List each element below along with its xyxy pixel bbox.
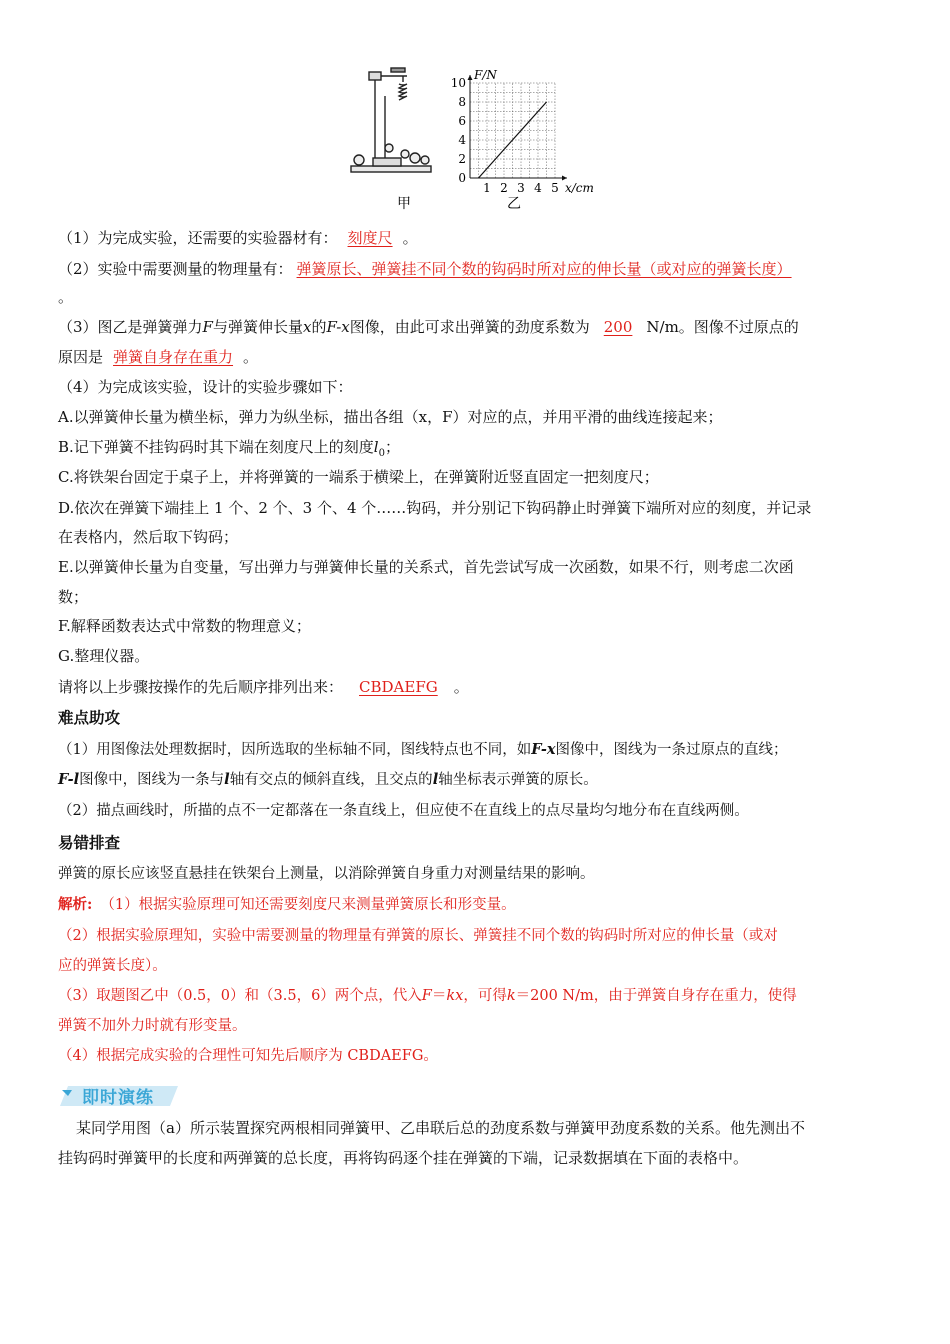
x-tick-label: 5 (551, 181, 559, 195)
difficulty-p2 (58, 770, 910, 790)
q4-intro (58, 377, 910, 397)
q4-step-f (58, 616, 910, 636)
step-d-text-2: 在表格内，然后取下钩码； (58, 528, 239, 546)
q4-step-b (58, 437, 910, 464)
y-tick-label: 10 (450, 76, 466, 90)
analysis-s3c: ＝200 N/m，由于弹簧自身存在重力，使得 (515, 988, 797, 1004)
analysis-s3b: ，可得 (463, 988, 507, 1004)
q4-step-e (58, 557, 910, 577)
step-d-text-1: D.依次在弹簧下端挂上 1 个、2 个、3 个、4 个……钩码，并分别记下钩码静止时弹簧下端所对应的刻度，并记录 (58, 499, 812, 517)
figure-caption-left: 甲 (397, 196, 411, 212)
y-tick-label: 2 (458, 152, 466, 166)
q2-end: 。 (58, 288, 74, 306)
analysis-2b: 应的弹簧长度）。 (58, 958, 167, 974)
analysis-s3eq: ＝ (431, 988, 447, 1004)
q3-f: F (202, 318, 213, 336)
x-axis-label: x/cm (565, 181, 594, 195)
step-a-text: A.以弹簧伸长量为横坐标，弹力为纵坐标，描出各组（x，F）对应的点，并用平滑的曲线连接起来； (58, 408, 723, 426)
q4-step-d (58, 498, 910, 518)
x-tick-label: 1 (483, 181, 491, 195)
step-c-text: C.将铁架台固定于桌子上，并将弹簧的一端系于横梁上，在弹簧附近竖直固定一把刻度尺； (58, 468, 659, 486)
q4-step-e-2 (58, 587, 910, 607)
practice-p2: 挂钩码时弹簧甲的长度和两弹簧的总长度，再将钩码逐个挂在弹簧的下端，记录数据填在下面的表格中。 (58, 1149, 749, 1167)
analysis-label: 解析: (58, 896, 93, 913)
q4-order (58, 677, 910, 697)
difficulty-p2e: l (432, 771, 439, 788)
difficulty-p3-text: （2）描点画线时，所描的点不一定都落在一条直线上，但应使不在直线上的点尽量均匀地分布在直线两侧。 (58, 803, 749, 819)
difficulty-p1a: （1）用图像法处理数据时，因所选取的坐标轴不同，图线特点也不同，如 (58, 742, 532, 758)
q3-fx: F-x (326, 318, 350, 336)
analysis-3 (58, 986, 910, 1006)
mistakes-text: 弹簧的原长应该竖直悬挂在铁架台上测量，以消除弹簧自身重力对测量结果的影响。 (58, 866, 595, 882)
q2-end-line (58, 287, 910, 307)
y-tick-label: 4 (458, 133, 466, 147)
question-1 (58, 228, 910, 248)
difficulty-p1b: F-x (531, 741, 556, 758)
x-axis-arrow (562, 176, 567, 181)
step-f-text: F.解释函数表达式中常数的物理意义； (58, 617, 311, 635)
q3-p2: 与弹簧伸长量 (212, 318, 303, 336)
step-b-sub: 0 (378, 448, 385, 459)
q3-p4: 图像，由此可求出弹簧的劲度系数为 (349, 318, 590, 336)
q3-x: x (302, 318, 312, 336)
y-tick-label: 6 (458, 114, 466, 128)
difficulty-p1c: 图像中，图线为一条过原点的直线； (555, 742, 788, 758)
q4-step-g (58, 646, 910, 666)
y-axis-arrow (468, 75, 473, 80)
difficulty-heading: 难点助攻 (58, 709, 121, 727)
order-text: 请将以上步骤按操作的先后顺序排列出来： (58, 678, 344, 696)
difficulty-p2a: F-l (58, 771, 80, 788)
question-3-line-2 (58, 347, 910, 367)
step-b-text: B.记下弹簧不挂钩码时其下端在刻度尺上的刻度 (58, 438, 374, 456)
order-answer: CBDAEFG (359, 678, 438, 696)
q1-end: 。 (402, 229, 418, 247)
difficulty-p2c: l (224, 771, 230, 788)
experiment-figure (345, 66, 605, 216)
order-end: 。 (453, 678, 469, 696)
practice-title: 即时演练 (82, 1088, 154, 1108)
q3-p1: （3）图乙是弹簧弹力 (58, 318, 203, 336)
y-tick-label: 8 (458, 95, 466, 109)
q4-step-d-2 (58, 527, 910, 547)
difficulty-p2f: 轴坐标表示弹簧的原长。 (438, 772, 598, 788)
q2-answer: 弹簧原长、弹簧挂不同个数的钩码时所对应的伸长量（或对应的弹簧长度） (296, 260, 792, 278)
difficulty-p1 (58, 740, 910, 760)
difficulty-p2d: 轴有交点的倾斜直线，且交点的 (229, 772, 433, 788)
mistakes-heading: 易错排查 (58, 834, 121, 852)
question-2 (58, 259, 910, 279)
q3-end: 。 (243, 348, 259, 366)
q4-step-a (58, 407, 910, 427)
question-3 (58, 317, 910, 337)
difficulty-p3 (58, 801, 910, 821)
difficulty-p2b: 图像中，图线为一条与 (79, 772, 225, 788)
step-e-text-1: E.以弹簧伸长量为自变量，写出弹力与弹簧伸长量的关系式，首先尝试写成一次函数，如果不行，则考虑二次函 (58, 558, 794, 576)
q3-answer-2: 弹簧自身存在重力 (113, 348, 234, 366)
q1-text: （1）为完成实验，还需要的实验器材有： (58, 229, 338, 247)
f-x-graph (451, 68, 594, 195)
q3-p3: 的 (311, 318, 327, 336)
analysis-s1: （1）根据实验原理可知还需要刻度尺来测量弹簧原长和形变量。 (100, 897, 516, 913)
analysis-3d: 弹簧不加外力时就有形变量。 (58, 1018, 247, 1034)
q3-p5: N/m。图像不过原点的 (646, 318, 799, 336)
analysis-s3kx: kx (446, 988, 464, 1004)
iron-stand-apparatus (351, 68, 431, 172)
analysis-2a: （2）根据实验原理知，实验中需要测量的物理量有弹簧的原长、弹簧挂不同个数的钩码时所对应的伸长量（或对 (58, 928, 778, 944)
analysis-4: （4）根据完成实验的合理性可知先后顺序为 CBDAEFG。 (58, 1048, 438, 1064)
analysis-1 (58, 895, 910, 915)
q2-text: （2）实验中需要测量的物理量有： (58, 260, 293, 278)
q3-p6: 原因是 (58, 348, 104, 366)
q3-answer-1: 200 (603, 318, 633, 336)
x-tick-label: 4 (534, 181, 542, 195)
x-tick-label: 3 (517, 181, 525, 195)
analysis-s3k: k (506, 988, 516, 1004)
analysis-s3a: （3）取题图乙中（0.5，0）和（3.5，6）两个点，代入 (58, 988, 422, 1004)
q1-answer: 刻度尺 (347, 229, 393, 247)
q4-step-c (58, 467, 910, 487)
x-tick-label: 2 (500, 181, 508, 195)
step-e-text-2: 数； (58, 588, 89, 606)
step-g-text: G.整理仪器。 (58, 647, 150, 665)
q4-intro-text: （4）为完成该实验，设计的实验步骤如下： (58, 378, 353, 396)
step-b-l: l (373, 438, 379, 456)
analysis-s3f: F (421, 988, 432, 1004)
practice-p1: 某同学用图（a）所示装置探究两根相同弹簧甲、乙串联后总的劲度系数与弹簧甲劲度系数的关系。他先测出不 (76, 1119, 805, 1137)
y-axis-label: F/N (474, 68, 497, 82)
figure-caption-right: 乙 (507, 196, 521, 212)
y-tick-label: 0 (458, 171, 466, 185)
step-b-end: ； (384, 438, 400, 456)
